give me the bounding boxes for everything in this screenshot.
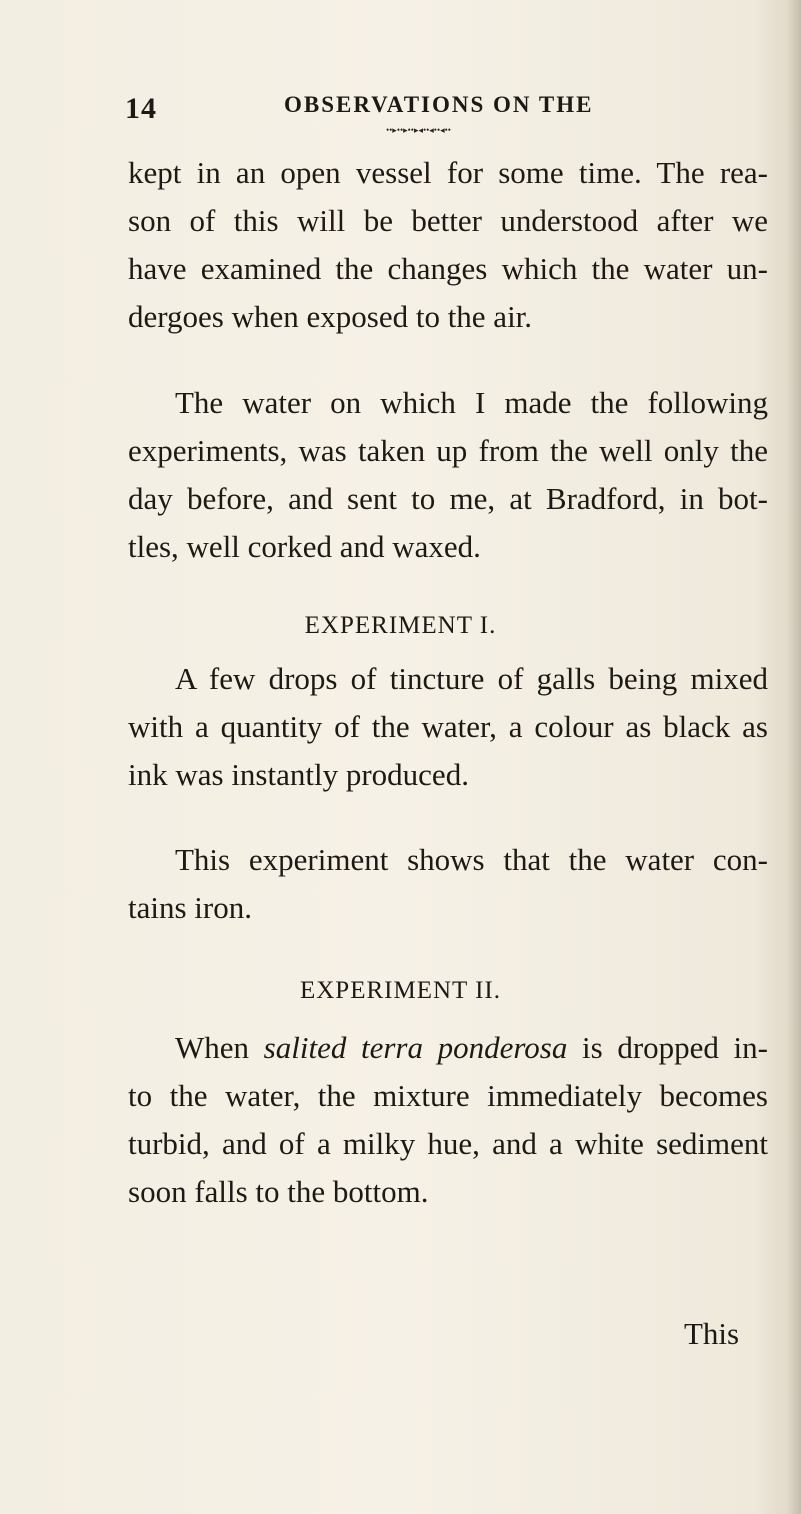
page-number: 14 <box>125 92 157 125</box>
text-line: ink was instantly produced. <box>128 757 469 792</box>
text-line: with a quantity of the water, a colour as black as <box>128 709 768 744</box>
text-line: kept in an open vessel for some time. The rea- <box>128 155 768 190</box>
running-head: OBSERVATIONS ON THE <box>284 92 594 117</box>
italic-term: salited terra ponderosa <box>263 1030 568 1065</box>
text-line: day before, and sent to me, at Bradford, in bot- <box>128 481 768 516</box>
text-line: tles, well corked and waxed. <box>128 529 481 564</box>
text-line: soon falls to the bottom. <box>128 1174 429 1209</box>
text-line: turbid, and of a milky hue, and a white sediment <box>128 1126 768 1161</box>
text-line: experiments, was taken up from the well only the <box>128 433 768 468</box>
text-line: tains iron. <box>128 890 252 925</box>
text-run: is dropped in- <box>567 1030 768 1065</box>
text-line: have examined the changes which the water un- <box>128 251 768 286</box>
text-line: son of this will be better understood after we <box>128 203 768 238</box>
header-ornament: ••▸••▸••▸◂••◂••◂•• <box>386 125 451 135</box>
page-edge-shadow <box>787 0 801 1514</box>
catchword: This <box>684 1316 740 1351</box>
text-line: The water on which I made the following <box>175 385 768 420</box>
text-line: to the water, the mixture immediately becomes <box>128 1078 768 1113</box>
text-line: dergoes when exposed to the air. <box>128 299 533 334</box>
section-heading: EXPERIMENT II. <box>299 977 502 1004</box>
text-line: This experiment shows that the water con- <box>175 842 768 877</box>
text-line <box>175 1028 768 1068</box>
text-run: When <box>175 1030 264 1065</box>
section-heading: EXPERIMENT I. <box>304 612 497 639</box>
text-line: A few drops of tincture of galls being mixed <box>175 661 768 696</box>
